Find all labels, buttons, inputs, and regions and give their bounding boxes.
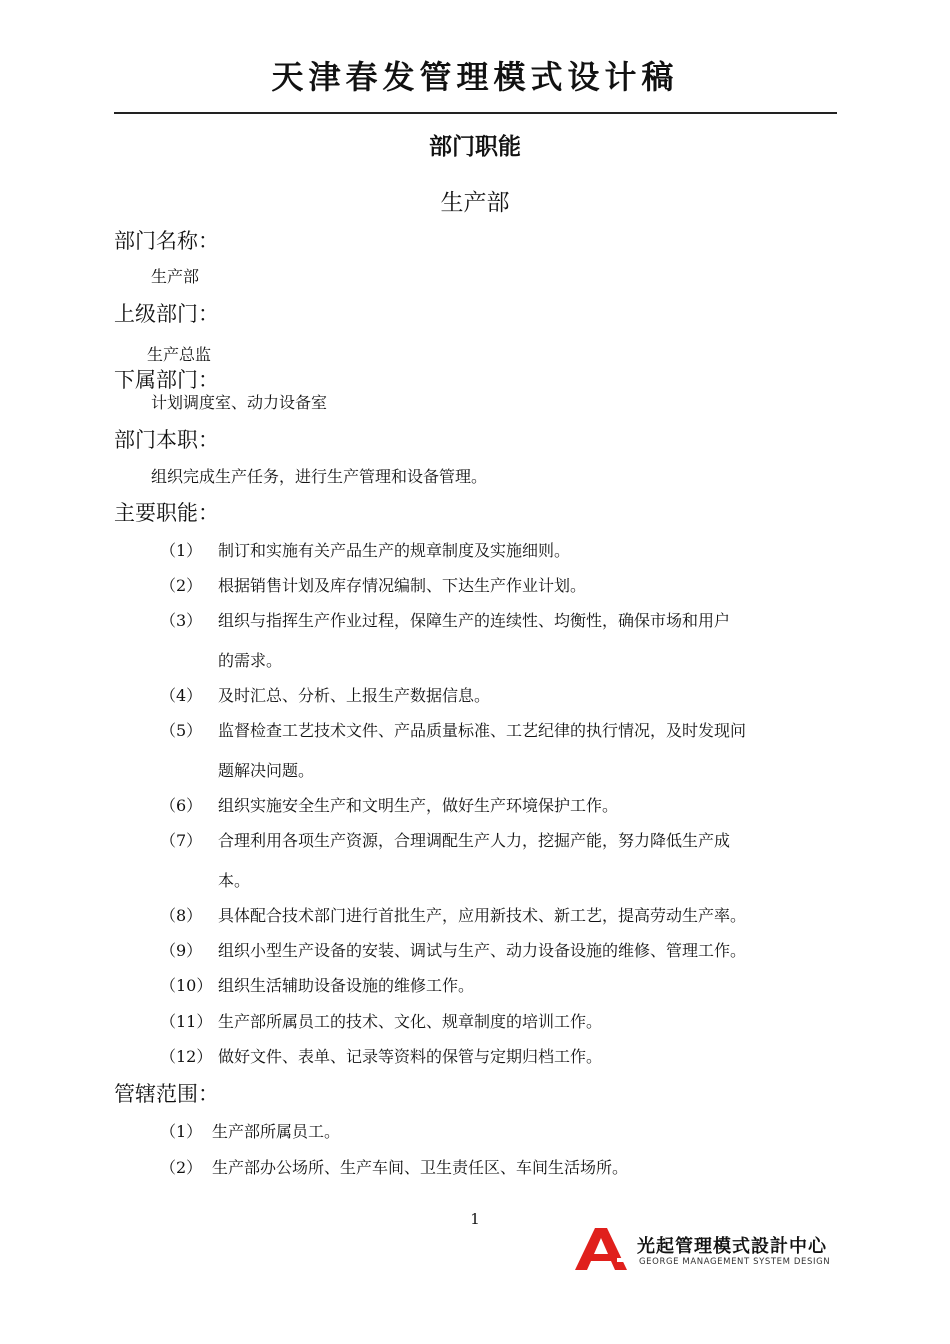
function-item-text: 合理利用各项生产资源，合理调配生产人力，挖掘产能，努力降低生产成	[218, 831, 731, 850]
scope-item-text: 生产部办公场所、生产车间、卫生责任区、车间生活场所。	[212, 1158, 629, 1177]
function-item-number: （10）	[160, 976, 213, 995]
function-item-number: （9）	[160, 941, 203, 960]
logo-english-name: GEORGE MANAGEMENT SYSTEM DESIGN	[639, 1257, 831, 1267]
function-item-text-continued: 的需求。	[218, 651, 283, 670]
page-number: 1	[470, 1210, 480, 1228]
function-item-text-continued: 本。	[218, 871, 251, 890]
function-item-text: 组织实施安全生产和文明生产，做好生产环境保护工作。	[218, 796, 619, 815]
section-heading-subordinate: 下属部门：	[114, 368, 219, 392]
function-item-number: （12）	[160, 1047, 213, 1066]
function-item-number: （5）	[160, 721, 203, 740]
section-heading-scope: 管辖范围：	[114, 1082, 219, 1106]
function-item-text: 监督检查工艺技术文件、产品质量标准、工艺纪律的执行情况，及时发现问	[218, 721, 747, 740]
scope-item-number: （2）	[160, 1158, 203, 1177]
function-item-number: （8）	[160, 906, 203, 925]
function-item-text: 做好文件、表单、记录等资料的保管与定期归档工作。	[218, 1047, 603, 1066]
function-item-text: 生产部所属员工的技术、文化、规章制度的培训工作。	[218, 1012, 603, 1031]
function-item-text: 具体配合技术部门进行首批生产，应用新技术、新工艺，提高劳动生产率。	[218, 906, 747, 925]
function-item-text: 组织小型生产设备的安装、调试与生产、动力设备设施的维修、管理工作。	[218, 941, 747, 960]
section-heading-duty: 部门本职：	[114, 428, 219, 452]
scope-item-number: （1）	[160, 1122, 203, 1141]
document-header-title: 天津春发管理模式设计稿	[271, 58, 679, 96]
department-title: 生产部	[440, 190, 510, 216]
header-divider	[114, 112, 837, 114]
section-heading-superior: 上级部门：	[114, 302, 219, 326]
function-item-number: （2）	[160, 576, 203, 595]
function-item-text: 及时汇总、分析、上报生产数据信息。	[218, 686, 491, 705]
function-item-text-continued: 题解决问题。	[218, 761, 315, 780]
section-heading-name: 部门名称：	[114, 229, 219, 253]
section-heading-functions: 主要职能：	[114, 501, 219, 525]
function-item-text: 制订和实施有关产品生产的规章制度及实施细则。	[218, 541, 571, 560]
department-name-value: 生产部	[151, 267, 200, 286]
subordinate-departments-value: 计划调度室、动力设备室	[151, 393, 328, 412]
logo-a-mark-icon	[575, 1228, 627, 1270]
superior-department-value: 生产总监	[147, 345, 212, 364]
scope-item-text: 生产部所属员工。	[212, 1122, 341, 1141]
function-item-number: （6）	[160, 796, 203, 815]
function-item-number: （1）	[160, 541, 203, 560]
function-item-number: （11）	[160, 1012, 213, 1031]
function-item-number: （3）	[160, 611, 203, 630]
function-item-text: 组织生活辅助设备设施的维修工作。	[218, 976, 475, 995]
function-item-number: （7）	[160, 831, 203, 850]
department-duty-value: 组织完成生产任务，进行生产管理和设备管理。	[151, 467, 488, 486]
function-item-text: 组织与指挥生产作业过程，保障生产的连续性、均衡性，确保市场和用户	[218, 611, 731, 630]
function-item-text: 根据销售计划及库存情况编制、下达生产作业计划。	[218, 576, 587, 595]
company-logo	[575, 1226, 840, 1272]
page-title: 部门职能	[429, 134, 521, 160]
logo-chinese-name: 光起管理模式設計中心	[637, 1236, 827, 1257]
function-item-number: （4）	[160, 686, 203, 705]
